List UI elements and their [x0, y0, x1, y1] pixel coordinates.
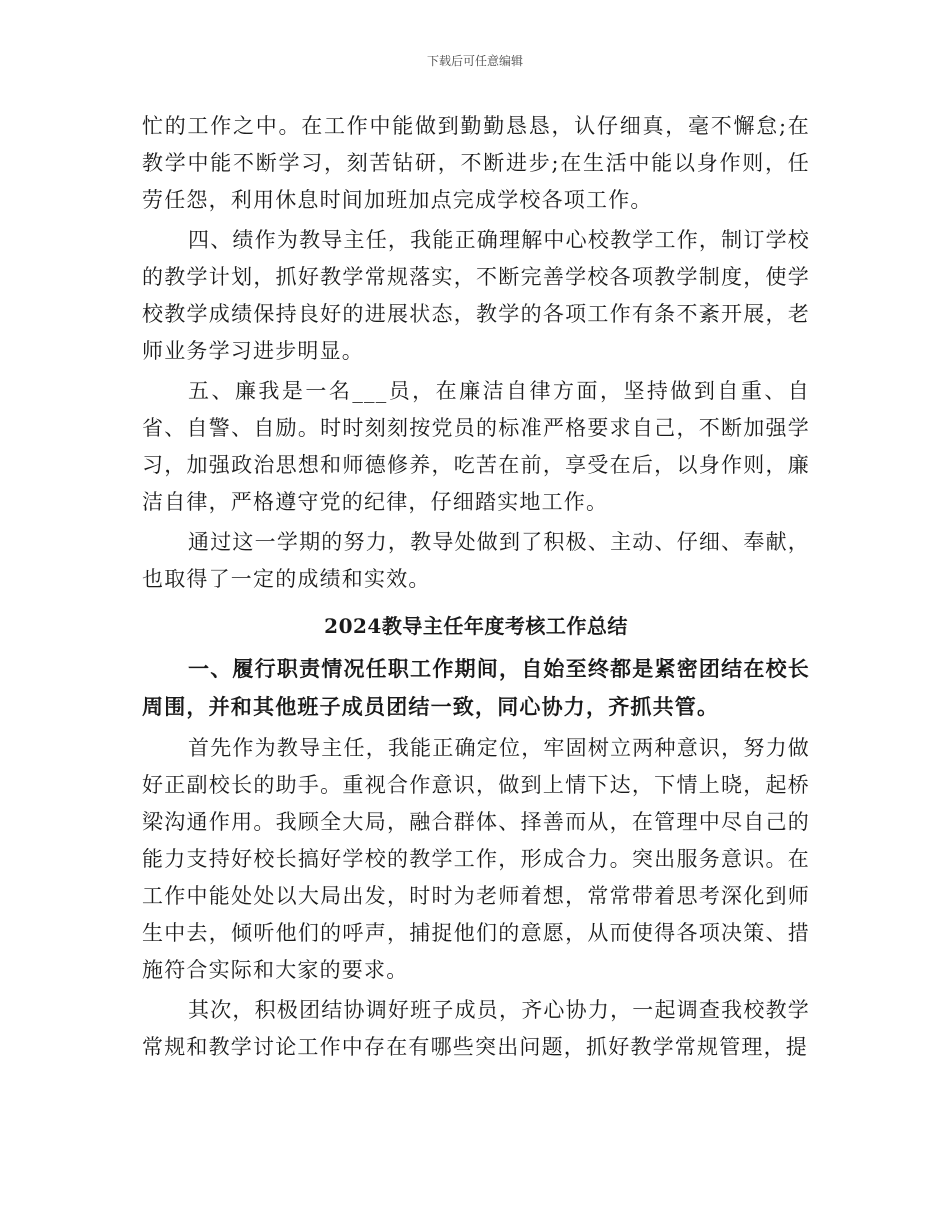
paragraph-first: 首先作为教导主任，我能正确定位，牢固树立两种意识，努力做好正副校长的助手。重视合作意识，做到上情下达，下情上晓，起桥梁沟通作用。我顾全大局，融合群体、择善而从，在管理中尽自己的能力支持好校长搞好学校的教学工作，形成合力。突出服务意识。在工作中能处处以大局出发，时时为老师着想，常常带着思考深化到师生中去，倾听他们的呼声，捕捉他们的意愿，从而使得各项决策、措施符合实际和大家的要求。: [142, 736, 810, 982]
section-heading-duties: 一、履行职责情况任职工作期间，自始至终都是紧密团结在校长周围，并和其他班子成员团结一致，同心协力，齐抓共管。: [142, 656, 810, 719]
paragraph-integrity: 五、廉我是一名___员，在廉洁自律方面，坚持做到自重、自省、自警、自励。时时刻刻按党员的标准严格要求自己，不断加强学习，加强政治思想和师德修养，吃苦在前，享受在后，以身作则，廉洁自律，严格遵守党的纪律，仔细踏实地工作。: [142, 379, 810, 514]
page-header: 下载后可任意编辑: [426, 54, 523, 68]
section-title: 2024教导主任年度考核工作总结: [324, 614, 628, 638]
paragraph-second: 其次，积极团结协调好班子成员，齐心协力，一起调查我校教学常规和教学讨论工作中存在有哪些突出问题，抓好教学常规管理，提: [142, 998, 810, 1059]
paragraph-conclusion: 通过这一学期的努力，教导处做到了积极、主动、仔细、奉献，也取得了一定的成绩和实效。: [142, 530, 810, 591]
paragraph-continuation: 忙的工作之中。在工作中能做到勤勤恳恳，认仔细真，毫不懈怠;在教学中能不断学习，刻苦钻研，不断进步;在生活中能以身作则，任劳任怨，利用休息时间加班加点完成学校各项工作。: [142, 114, 810, 212]
paragraph-performance: 四、绩作为教导主任，我能正确理解中心校教学工作，制订学校的教学计划，抓好教学常规落实，不断完善学校各项教学制度，使学校教学成绩保持良好的进展状态，教学的各项工作有条不紊开展，老师业务学习进步明显。: [142, 228, 810, 363]
document-body: [142, 108, 810, 1066]
